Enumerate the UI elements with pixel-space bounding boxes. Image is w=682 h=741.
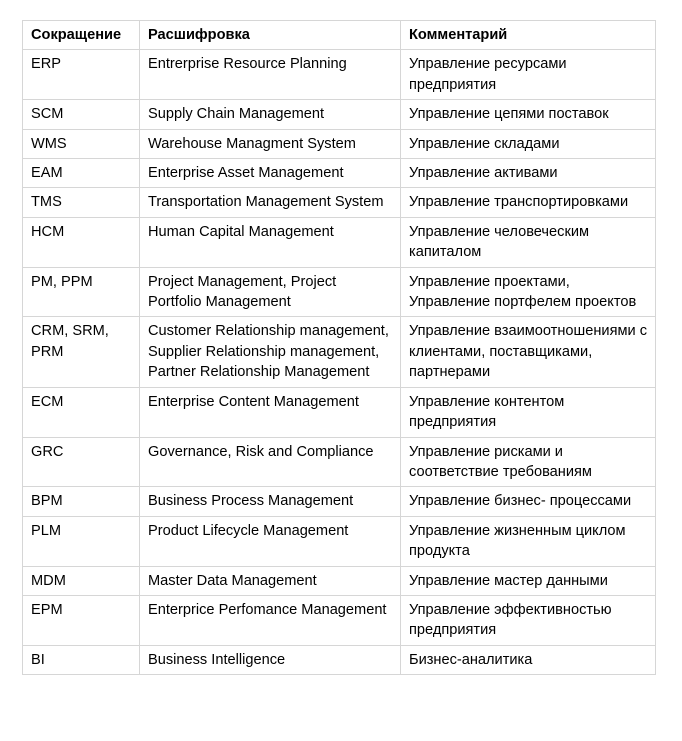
table-row: [23, 159, 656, 188]
header-abbreviation: Сокращение: [23, 21, 140, 50]
table-row: [23, 487, 656, 516]
table-container: [22, 20, 656, 675]
cell-expansion: Entrerprise Resource Planning: [140, 50, 401, 100]
cell-comment: Управление складами: [401, 129, 656, 158]
table-row: [23, 566, 656, 595]
cell-comment: Управление транспортировками: [401, 188, 656, 217]
cell-expansion: Customer Relationship management, Supplier Relationship management, Partner Relationship Management: [140, 317, 401, 387]
cell-expansion: Enterprise Content Management: [140, 387, 401, 437]
cell-expansion: Enterprice Perfomance Management: [140, 595, 401, 645]
table-row: [23, 437, 656, 487]
table-row: [23, 595, 656, 645]
cell-expansion: Transportation Management System: [140, 188, 401, 217]
cell-comment: Бизнес-аналитика: [401, 645, 656, 674]
cell-expansion: Business Process Management: [140, 487, 401, 516]
cell-expansion: Business Intelligence: [140, 645, 401, 674]
cell-expansion: Project Management, Project Portfolio Management: [140, 267, 401, 317]
cell-abbreviation: HCM: [23, 217, 140, 267]
cell-comment: Управление эффективностью предприятия: [401, 595, 656, 645]
cell-abbreviation: EAM: [23, 159, 140, 188]
table-row: [23, 645, 656, 674]
cell-comment: Управление ресурсами предприятия: [401, 50, 656, 100]
cell-expansion: Governance, Risk and Compliance: [140, 437, 401, 487]
table-row: [23, 317, 656, 387]
cell-comment: Управление контентом предприятия: [401, 387, 656, 437]
cell-abbreviation: CRM, SRM, PRM: [23, 317, 140, 387]
cell-expansion: Master Data Management: [140, 566, 401, 595]
header-expansion: Расшифровка: [140, 21, 401, 50]
cell-comment: Управление жизненным циклом продукта: [401, 516, 656, 566]
cell-abbreviation: ECM: [23, 387, 140, 437]
cell-expansion: Warehouse Managment System: [140, 129, 401, 158]
cell-expansion: Human Capital Management: [140, 217, 401, 267]
cell-abbreviation: PM, PPM: [23, 267, 140, 317]
cell-abbreviation: ERP: [23, 50, 140, 100]
cell-abbreviation: WMS: [23, 129, 140, 158]
table-row: [23, 516, 656, 566]
cell-abbreviation: MDM: [23, 566, 140, 595]
cell-comment: Управление активами: [401, 159, 656, 188]
cell-abbreviation: BPM: [23, 487, 140, 516]
cell-comment: Управление взаимоотношениями с клиентами, поставщиками, партнерами: [401, 317, 656, 387]
table-row: [23, 188, 656, 217]
cell-comment: Управление бизнес- процессами: [401, 487, 656, 516]
table-row: [23, 100, 656, 129]
cell-abbreviation: TMS: [23, 188, 140, 217]
cell-expansion: Enterprise Asset Management: [140, 159, 401, 188]
table-row: [23, 50, 656, 100]
table-row: [23, 267, 656, 317]
cell-abbreviation: SCM: [23, 100, 140, 129]
cell-comment: Управление рисками и соответствие требованиям: [401, 437, 656, 487]
cell-abbreviation: PLM: [23, 516, 140, 566]
table-body: [23, 50, 656, 675]
cell-abbreviation: EPM: [23, 595, 140, 645]
cell-abbreviation: GRC: [23, 437, 140, 487]
table-row: [23, 217, 656, 267]
header-comment: Комментарий: [401, 21, 656, 50]
cell-comment: Управление мастер данными: [401, 566, 656, 595]
table-row: [23, 387, 656, 437]
cell-comment: Управление цепями поставок: [401, 100, 656, 129]
cell-expansion: Supply Chain Management: [140, 100, 401, 129]
table-header-row: [23, 21, 656, 50]
cell-comment: Управление человеческим капиталом: [401, 217, 656, 267]
cell-comment: Управление проектами, Управление портфелем проектов: [401, 267, 656, 317]
cell-abbreviation: BI: [23, 645, 140, 674]
table-row: [23, 129, 656, 158]
cell-expansion: Product Lifecycle Management: [140, 516, 401, 566]
abbreviations-table: [22, 20, 656, 675]
